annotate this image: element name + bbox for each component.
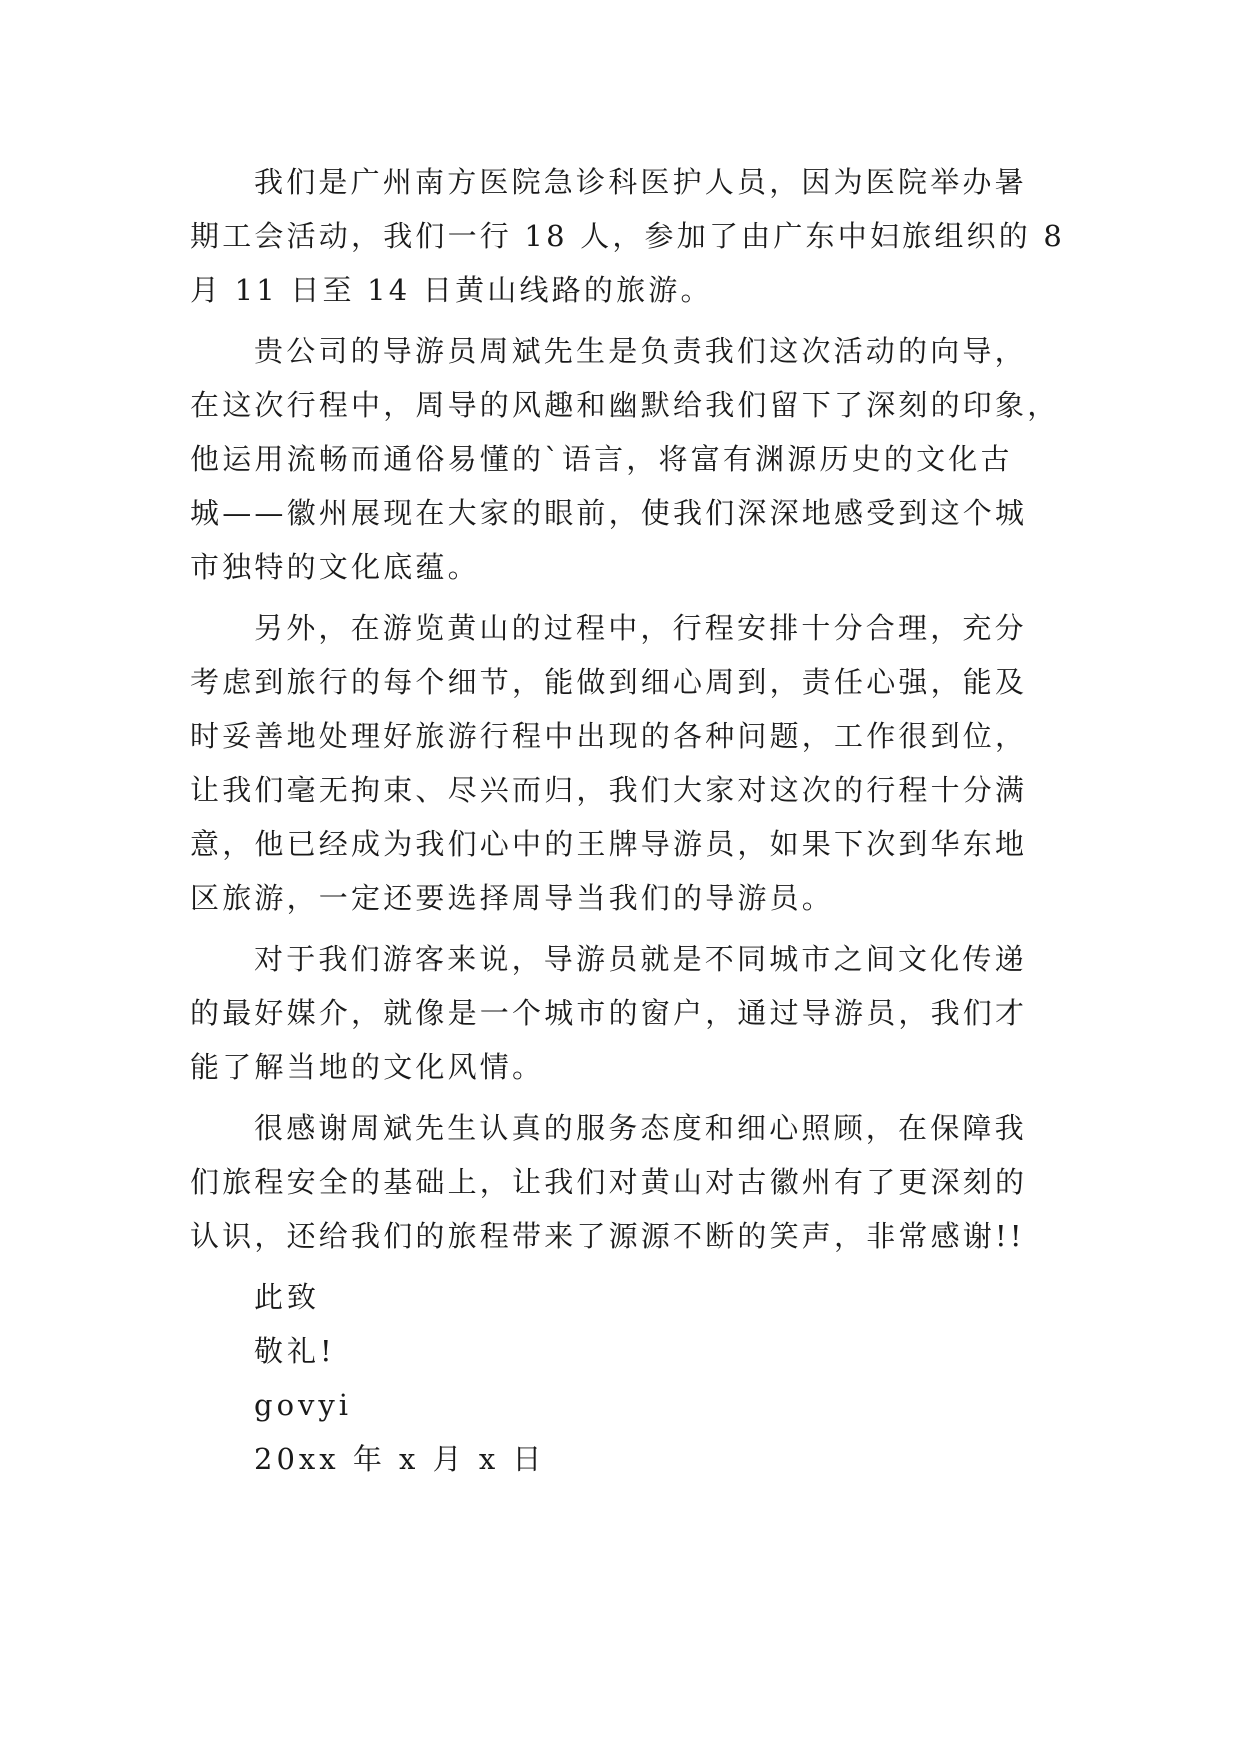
- paragraph-5-line-1: 很感谢周斌先生认真的服务态度和细心照顾，在保障我: [254, 1111, 1027, 1145]
- paragraph-1-line-2: 期工会活动，我们一行 18 人，参加了由广东中妇旅组织的 8: [190, 219, 1066, 253]
- paragraph-3-line-2: 考虑到旅行的每个细节，能做到细心周到，责任心强，能及: [190, 665, 1028, 699]
- paragraph-3-line-5: 意，他已经成为我们心中的王牌导游员，如果下次到华东地: [190, 827, 1028, 861]
- paragraph-2-line-2: 在这次行程中，周导的风趣和幽默给我们留下了深刻的印象，: [190, 388, 1060, 422]
- closing-regards: 敬礼!: [254, 1334, 336, 1368]
- paragraph-3-line-3: 时妥善地处理好旅游行程中出现的各种问题，工作很到位，: [190, 719, 1028, 753]
- paragraph-3-line-4: 让我们毫无拘束、尽兴而归，我们大家对这次的行程十分满: [190, 773, 1028, 807]
- paragraph-5-line-2: 们旅程安全的基础上，让我们对黄山对古徽州有了更深刻的: [190, 1165, 1028, 1199]
- paragraph-2-line-5: 市独特的文化底蕴。: [190, 550, 480, 584]
- paragraph-5-line-3: 认识，还给我们的旅程带来了源源不断的笑声，非常感谢!!: [190, 1219, 1025, 1253]
- paragraph-4-line-2: 的最好媒介，就像是一个城市的窗户，通过导游员，我们才: [190, 996, 1028, 1030]
- paragraph-4-line-1: 对于我们游客来说，导游员就是不同城市之间文化传递: [254, 942, 1027, 976]
- paragraph-1-line-1: 我们是广州南方医院急诊科医护人员，因为医院举办暑: [254, 165, 1027, 199]
- closing-salutation: 此致: [254, 1280, 321, 1314]
- paragraph-2-line-4: 城——徽州展现在大家的眼前，使我们深深地感受到这个城: [190, 496, 1028, 530]
- paragraph-1-line-3: 月 11 日至 14 日黄山线路的旅游。: [190, 273, 713, 307]
- signature: govyi: [254, 1388, 353, 1422]
- paragraph-4-line-3: 能了解当地的文化风情。: [190, 1050, 545, 1084]
- paragraph-2-line-3: 他运用流畅而通俗易懂的`语言，将富有渊源历史的文化古: [190, 442, 1013, 476]
- paragraph-3-line-6: 区旅游，一定还要选择周导当我们的导游员。: [190, 881, 835, 915]
- paragraph-2-line-1: 贵公司的导游员周斌先生是负责我们这次活动的向导，: [254, 334, 1027, 368]
- letter-date: 20xx 年 x 月 x 日: [254, 1442, 546, 1476]
- paragraph-3-line-1: 另外，在游览黄山的过程中，行程安排十分合理，充分: [254, 611, 1027, 645]
